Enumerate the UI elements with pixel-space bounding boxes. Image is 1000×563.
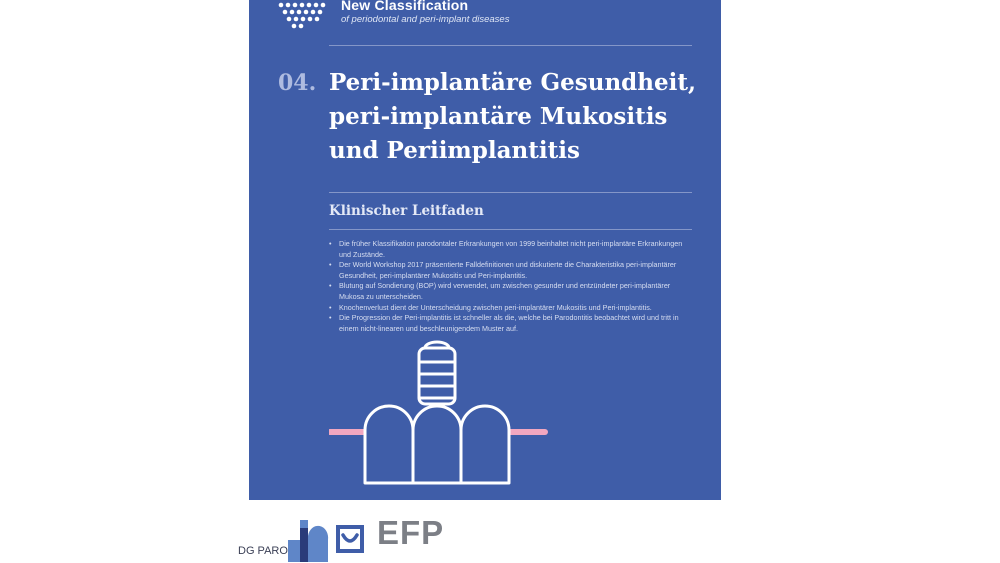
divider [329,45,692,46]
chapter-title-line: peri-implantäre Mukositis [329,103,668,130]
bullet-list [329,239,691,334]
divider [329,192,692,193]
section-title: Klinischer Leitfaden [329,203,484,219]
dot-cluster-icon [277,0,329,30]
efp-logo-text: EFP [377,514,445,551]
divider [329,229,692,230]
chapter-title-line: und Periimplantitis [329,137,580,164]
cover-panel [249,0,721,500]
dgparo-logo-icon [286,518,330,563]
bullet-item: • Blutung auf Sondierung (BOP) wird verwendet, um zwischen gesunder und entzündeter peri-implantärer Mukosa zu unterscheiden. [329,281,691,302]
chapter-number: 04. [278,70,317,96]
chapter-title-line: Peri-implantäre Gesundheit, [329,69,696,96]
bullet-item: • Der World Workshop 2017 präsentierte Falldefinitionen und diskutierte die Charakteristika peri-implantärer Gesundheit, peri-implantärer Mukositis und Peri-implantitis. [329,260,691,281]
implant-between-teeth-icon [329,340,549,490]
header-title: New Classification [341,0,469,13]
bullet-item: • Die früher Klassifikation parodontaler Erkrankungen von 1999 beinhaltet nicht peri-implantäre Erkrankungen und Zustände. [329,239,691,260]
dgparo-logo-text: DG PARO [238,545,288,557]
bullet-item: • Knochenverlust dient der Unterscheidung zwischen peri-implantärer Mukositis und Peri-implantitis. [329,303,691,314]
chapter-title [329,66,714,168]
efp-smile-logo-icon [334,523,366,555]
header-subtitle: of periodontal and peri-implant diseases [341,14,510,25]
bullet-item: • Die Progression der Peri-implantitis ist schneller als die, welche bei Parodontitis beobachtet wird und tritt in einem nicht-linearen und beschleunigendem Muster auf. [329,313,691,334]
